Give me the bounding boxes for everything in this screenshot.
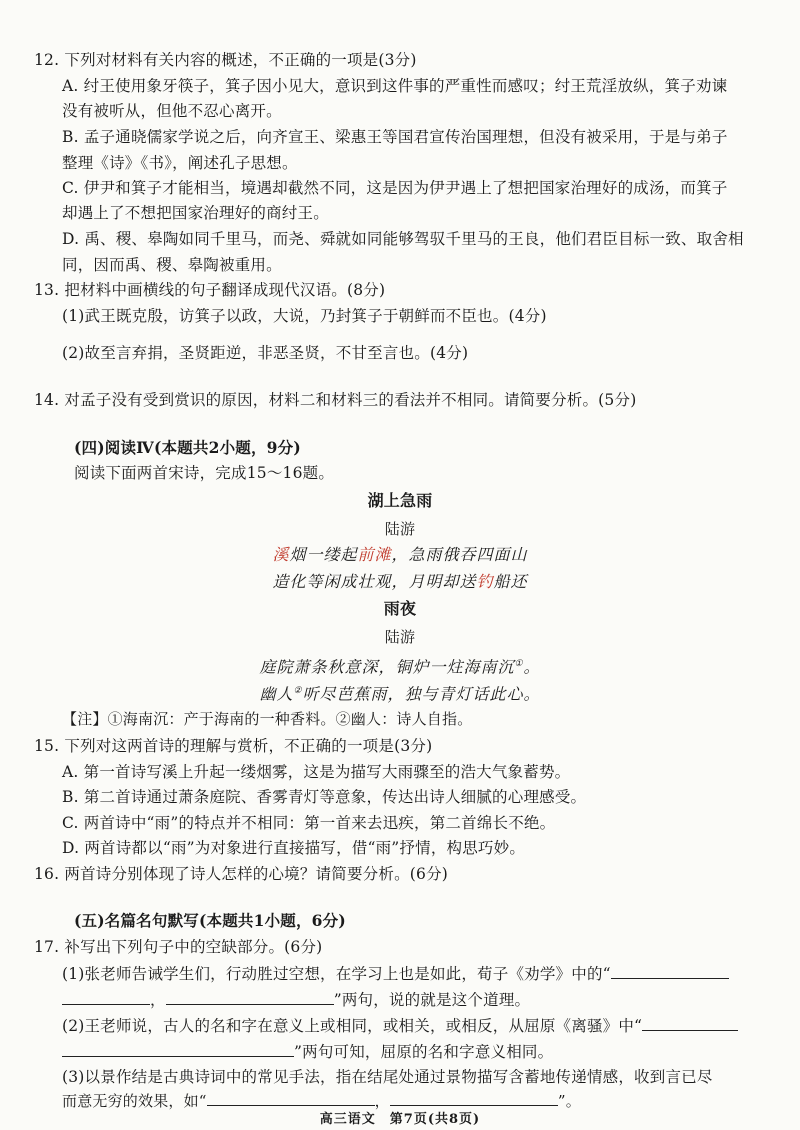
section-4-title: (四)阅读Ⅳ(本题共2小题，9分) [74,438,301,457]
q17-sub-2-cont: ”两句可知，屈原的名和字意义相同。 [62,1041,553,1062]
annotated-char: 溪 [272,545,290,564]
fill-blank[interactable] [207,1090,375,1106]
fill-blank[interactable] [62,1041,294,1057]
poem-2-author: 陆游 [384,628,416,646]
footnote-mark-2: ② [293,686,303,696]
poem-2-title: 雨夜 [383,599,417,618]
q12-stem: 12. 下列对材料有关内容的概述，不正确的一项是(3分) [34,51,417,69]
fill-blank[interactable] [166,989,334,1005]
q13-sub-2: (2)故至言弃捐，圣贤距逆，非恶圣贤，不甘至言也。(4分) [62,344,469,362]
poem-1-line-1: 溪烟一缕起前滩，急雨俄吞四面山 [272,545,528,564]
section-4-intro: 阅读下面两首宋诗，完成15～16题。 [74,464,335,482]
q15-option-a: A. 第一首诗写溪上升起一缕烟雾，这是为描写大雨骤至的浩大气象蓄势。 [62,763,571,781]
q17-sub-1: (1)张老师告诫学生们，行动胜过空想，在学习上也是如此，荀子《劝学》中的“ [62,963,729,984]
poem-2-line-2: 幽人②听尽芭蕉雨，独与青灯话此心。 [259,684,541,704]
q17-sub-3-cont: 而意无穷的效果，如“ ， ”。 [62,1092,581,1110]
section-5-title: (五)名篇名句默写(本题共1小题，6分) [74,911,346,930]
q14-stem: 14. 对孟子没有受到赏识的原因，材料二和材料三的看法并不相同。请简要分析。(5分) [34,391,637,409]
q12-option-d: D. 禹、稷、皋陶如同千里马，而尧、舜就如同能够驾驭千里马的王良，他们君臣目标一致、取舍相 [62,230,744,248]
poem-1-line-2: 造化等闲成壮观，月明却送钓船还 [272,572,528,591]
poem-1-author: 陆游 [384,520,416,538]
fill-blank[interactable] [642,1015,738,1031]
q17-sub-3: (3)以景作结是古典诗词中的常见手法，指在结尾处通过景物描写含蓄地传递情感，收到言已尽 [62,1068,713,1086]
fill-blank[interactable] [390,1090,558,1106]
q17-stem: 17. 补写出下列句子中的空缺部分。(6分) [34,938,323,956]
fill-blank[interactable] [611,963,729,979]
q12-option-b-cont: 整理《诗》《书》，阐述孔子思想。 [62,154,298,172]
footnote-mark-1: ① [514,659,524,669]
poem-note: 【注】①海南沉：产于海南的一种香料。②幽人：诗人自指。 [62,710,473,728]
q16-stem: 16. 两首诗分别体现了诗人怎样的心境？请简要分析。(6分) [34,865,449,883]
q13-stem: 13. 把材料中画横线的句子翻译成现代汉语。(8分) [34,281,386,299]
q12-option-d-cont: 同，因而禹、稷、皋陶被重用。 [62,256,282,274]
q12-option-c: C. 伊尹和箕子才能相当，境遇却截然不同，这是因为伊尹遇上了想把国家治理好的成汤，而箕子 [62,179,728,197]
q13-sub-1: (1)武王既克殷，访箕子以政，大说，乃封箕子于朝鲜而不臣也。(4分) [62,307,547,325]
q15-option-b: B. 第二首诗通过萧条庭院、香雾青灯等意象，传达出诗人细腻的心理感受。 [62,788,587,806]
annotated-word: 前滩 [357,545,392,564]
q17-sub-2: (2)王老师说，古人的名和字在意义上或相同，或相关，或相反，从屈原《离骚》中“ [62,1015,738,1036]
poem-1-title: 湖上急雨 [367,491,433,510]
poem-2-line-1: 庭院萧条秋意深，铜炉一炷海南沉①。 [259,657,541,677]
q12-option-b: B. 孟子通晓儒家学说之后，向齐宣王、梁惠王等国君宣传治国理想，但没有被采用，于是与弟子 [62,128,728,146]
q12-option-a: A. 纣王使用象牙筷子，箕子因小见大，意识到这件事的严重性而感叹；纣王荒淫放纵，箕子劝谏 [62,77,728,95]
q12-option-c-cont: 却遇上了不想把国家治理好的商纣王。 [62,204,329,222]
annotated-char: 钓 [476,572,494,591]
q15-option-d: D. 两首诗都以“雨”为对象进行直接描写，借“雨”抒情，构思巧妙。 [62,839,526,857]
q12-option-a-cont: 没有被听从，但他不忍心离开。 [62,102,282,120]
q15-option-c: C. 两首诗中“雨”的特点并不相同：第一首来去迅疾，第二首绵长不绝。 [62,814,556,832]
fill-blank[interactable] [62,989,150,1005]
q17-sub-1-cont: ， ”两句，说的就是这个道理。 [62,989,530,1010]
q15-stem: 15. 下列对这两首诗的理解与赏析，不正确的一项是(3分) [34,737,433,755]
page-footer: 高三语文 第7页(共8页) [319,1112,481,1127]
